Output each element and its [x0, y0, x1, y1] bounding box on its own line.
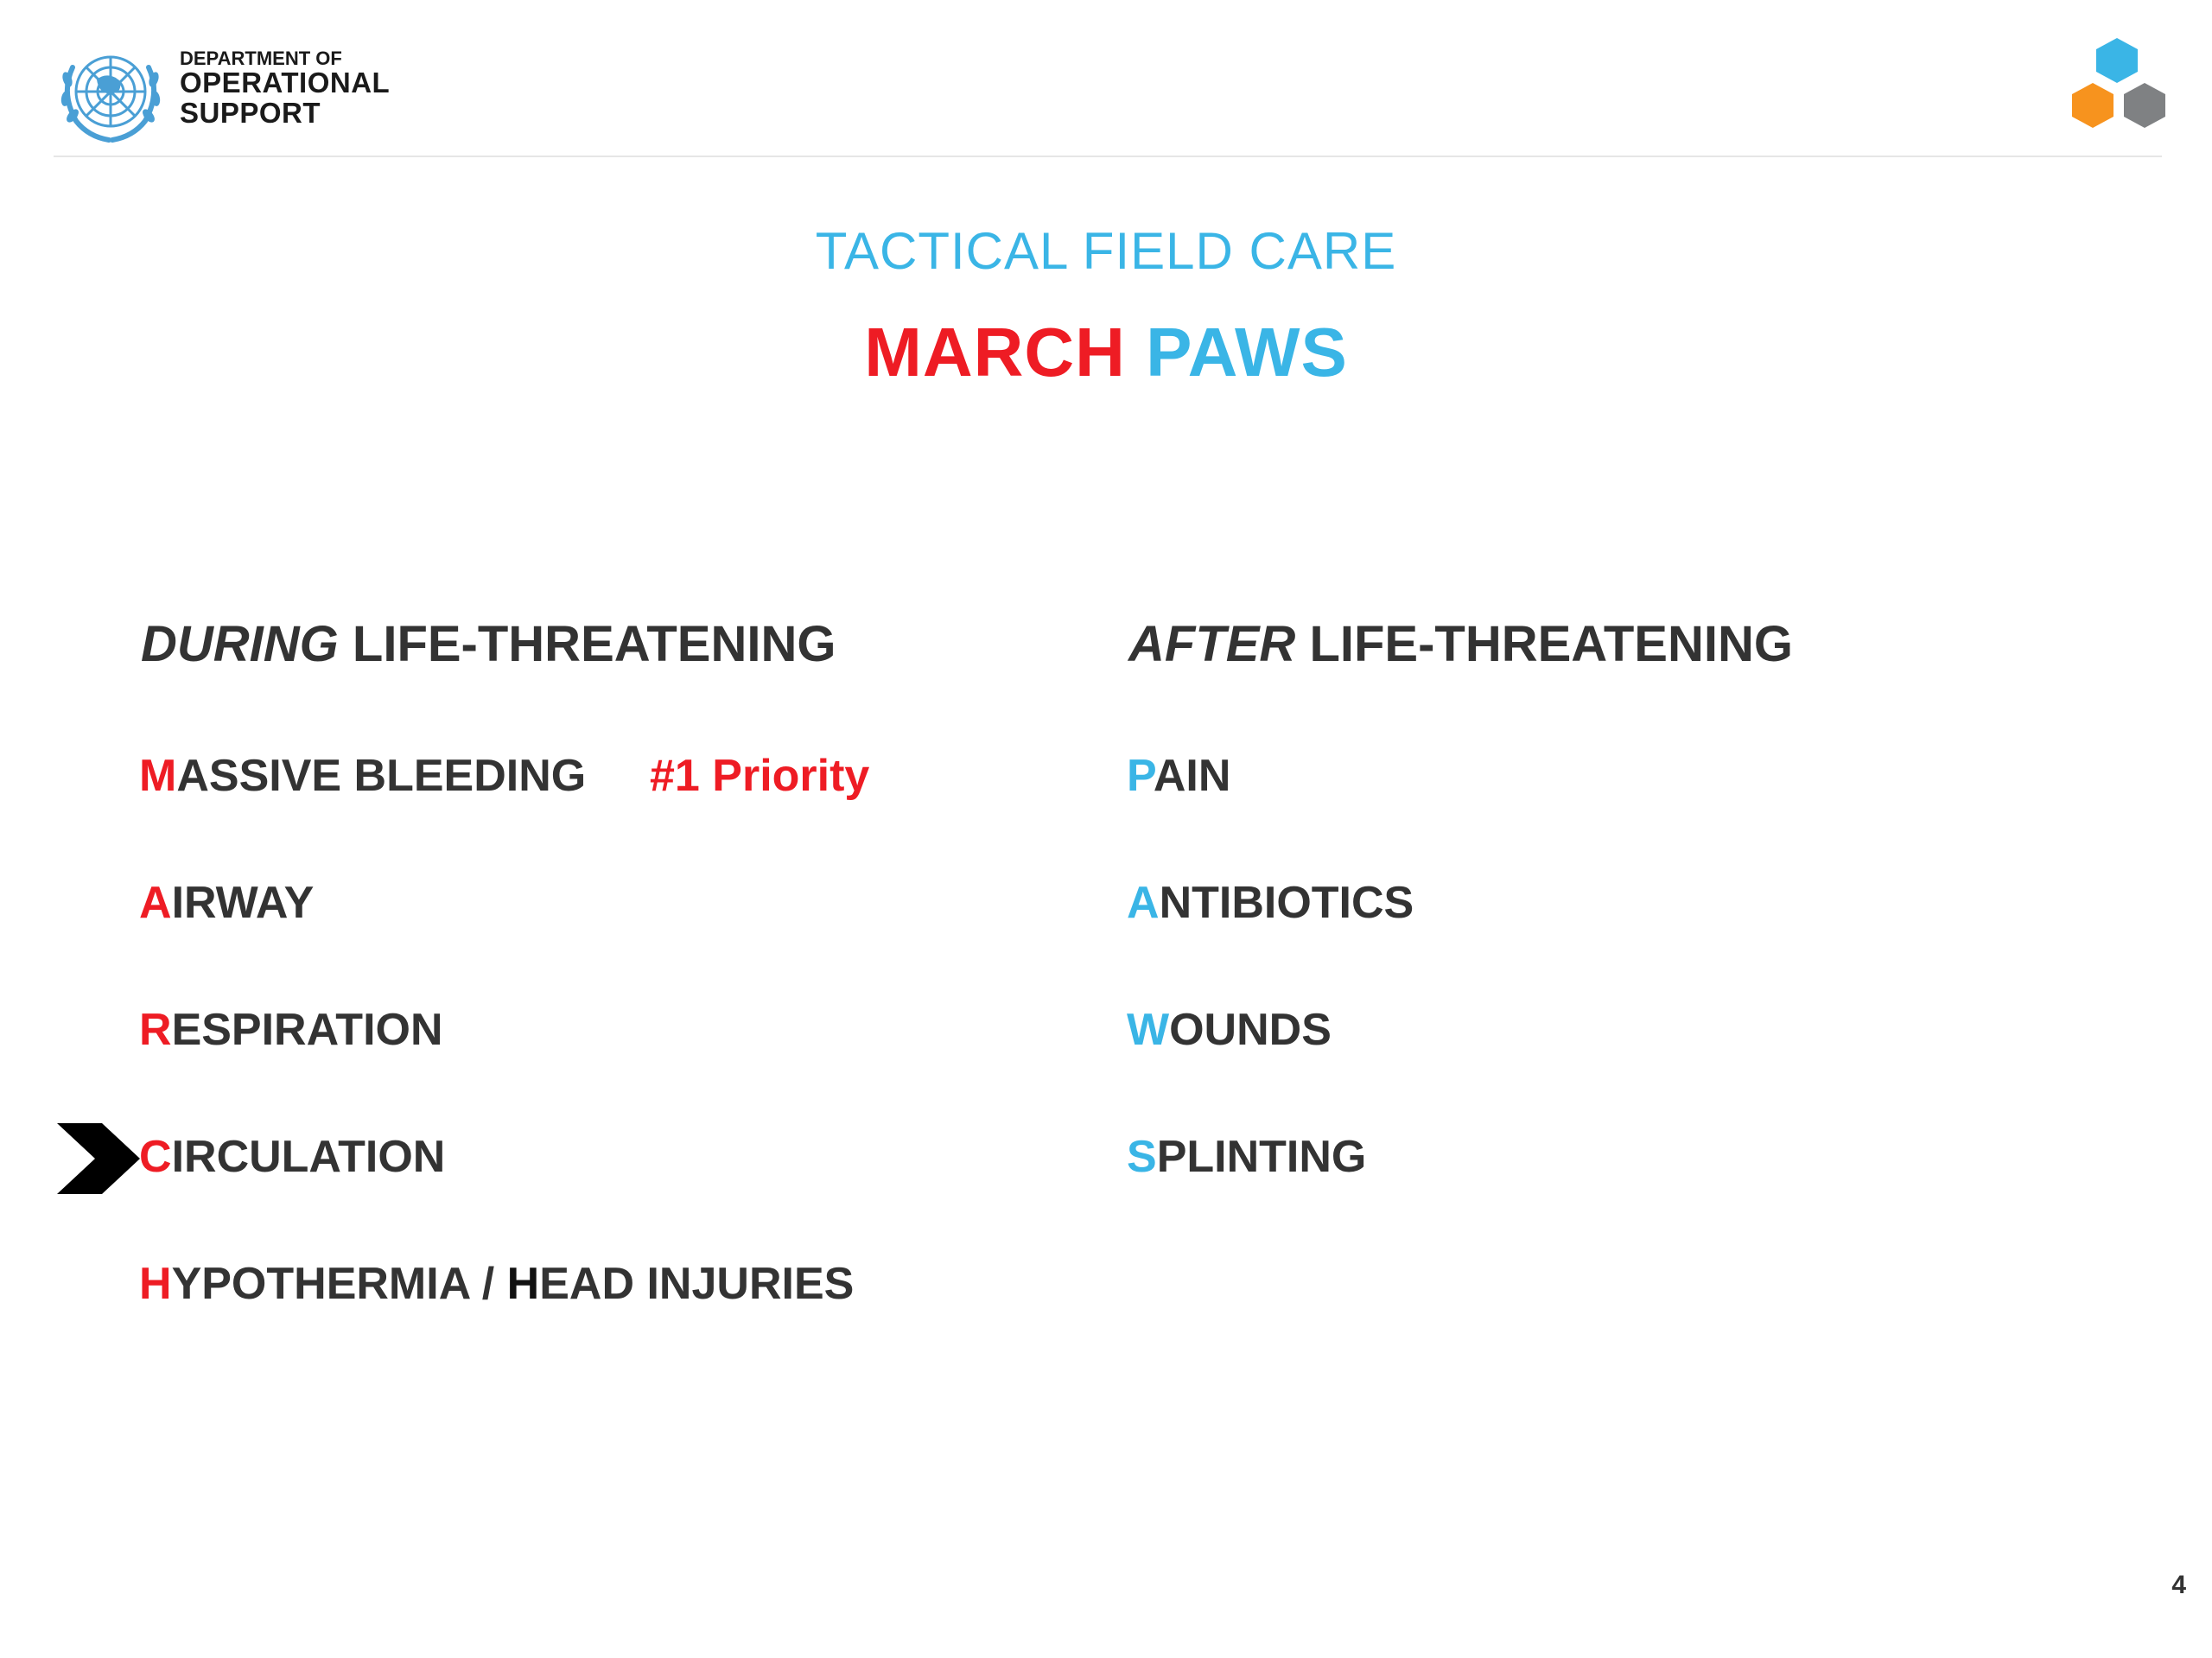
item-rest: PLINTING	[1156, 1132, 1367, 1182]
item-initial-2: H	[506, 1259, 540, 1309]
item-rest: IRCULATION	[171, 1132, 446, 1182]
item-initial: H	[139, 1259, 172, 1309]
dept-line-1: DEPARTMENT OF	[180, 48, 342, 69]
item-rest-2: EAD INJURIES	[539, 1259, 855, 1309]
title-paws: PAWS	[1146, 314, 1348, 391]
item-rest: ESPIRATION	[171, 1005, 443, 1055]
header-divider	[54, 156, 2162, 157]
item-rest: IRWAY	[171, 878, 315, 928]
item-initial: M	[139, 751, 177, 801]
item-rest: AIN	[1153, 751, 1231, 801]
march-item-airway	[139, 877, 314, 929]
right-header-emphasis: AFTER	[1128, 616, 1296, 672]
march-item-hypothermia-head-injuries	[139, 1258, 854, 1310]
item-rest: NTIBIOTICS	[1159, 878, 1414, 928]
title-march: MARCH	[864, 314, 1126, 391]
item-rest: OUNDS	[1169, 1005, 1332, 1055]
item-initial: R	[139, 1005, 172, 1055]
item-initial: P	[1127, 751, 1154, 801]
march-item-circulation	[139, 1131, 445, 1183]
right-column-header	[1128, 615, 1793, 673]
paws-item-antibiotics	[1127, 877, 1414, 929]
march-item-massive-bleeding	[139, 750, 586, 802]
left-column-header	[141, 615, 836, 673]
item-initial: A	[1127, 878, 1160, 928]
slide-subtitle: TACTICAL FIELD CARE	[815, 222, 1397, 280]
slide-title	[0, 313, 2212, 392]
department-name	[180, 48, 390, 128]
item-initial: W	[1127, 1005, 1170, 1055]
page-number: 4	[2171, 1571, 2186, 1599]
item-initial: S	[1127, 1132, 1157, 1182]
right-header-rest: LIFE-THREATENING	[1295, 616, 1793, 672]
left-header-emphasis: DURING	[141, 616, 339, 672]
paws-item-splinting	[1127, 1131, 1366, 1183]
left-header-rest: LIFE-THREATENING	[338, 616, 836, 672]
dept-line-2: OPERATIONAL	[180, 67, 391, 99]
chevron-right-arrow-icon	[57, 1123, 140, 1194]
item-initial: C	[139, 1132, 172, 1182]
paws-item-wounds	[1127, 1004, 1332, 1056]
priority-label: #1 Priority	[650, 751, 870, 801]
item-rest: YPOTHERMIA /	[171, 1259, 507, 1309]
dept-line-3: SUPPORT	[180, 96, 321, 129]
march-item-respiration	[139, 1004, 443, 1056]
item-rest: ASSIVE BLEEDING	[176, 751, 587, 801]
un-emblem-icon	[54, 41, 168, 143]
paws-item-pain	[1127, 750, 1230, 802]
hexagon-cluster-logo-icon	[2063, 35, 2176, 143]
item-initial: A	[139, 878, 172, 928]
